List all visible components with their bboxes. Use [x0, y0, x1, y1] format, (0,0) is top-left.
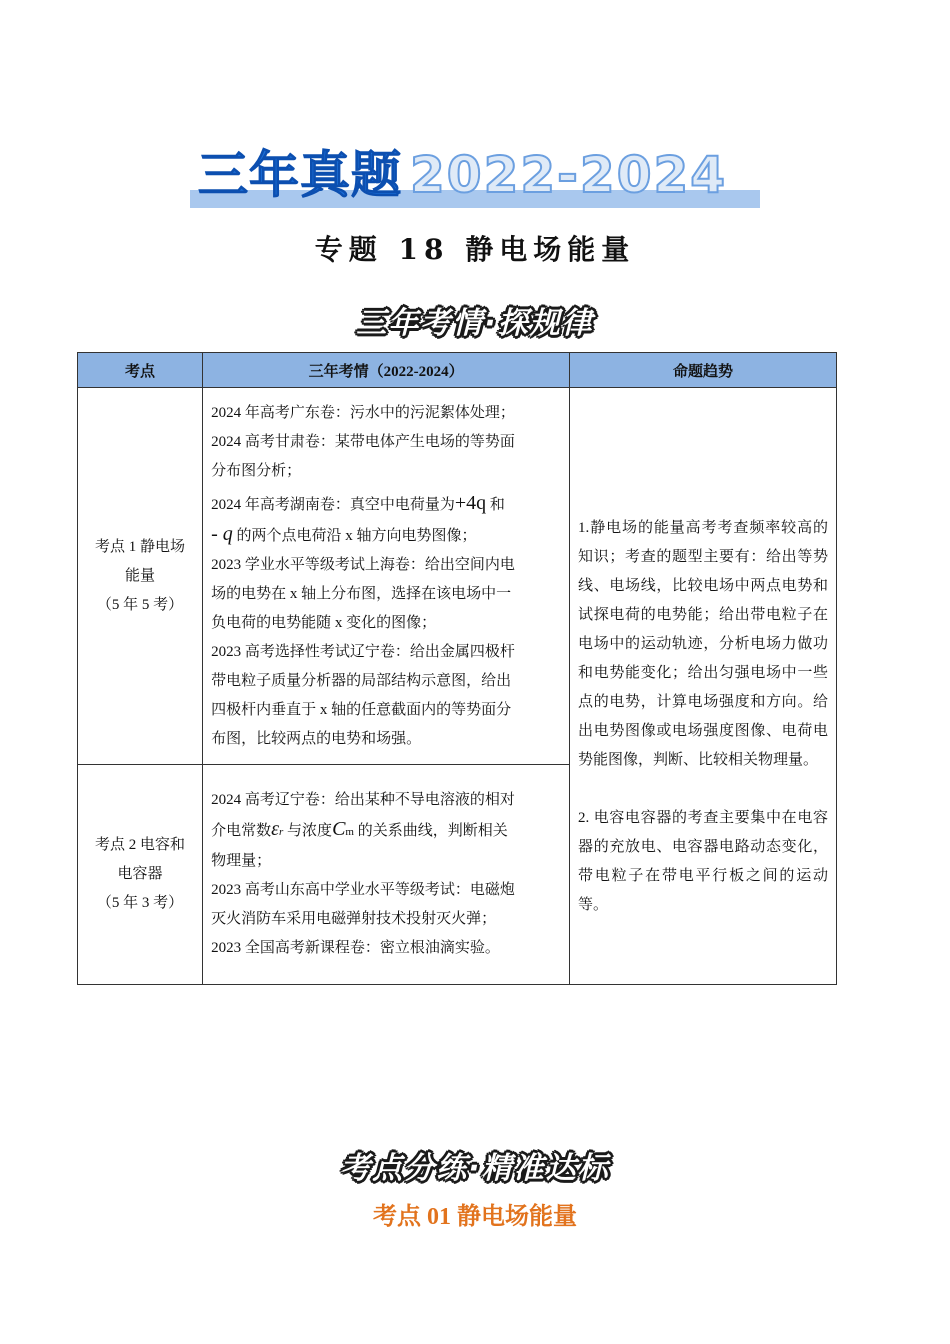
situation-line: 场的电势在 x 轴上分布图，选择在该电场中一	[211, 585, 512, 602]
situation-line	[211, 489, 561, 520]
symbol-c-subscript: m	[345, 826, 354, 838]
point-name-line2: 能量	[125, 567, 156, 584]
situation-text: 2024 年高考湖南卷：真空中电荷量为	[211, 496, 455, 513]
kaodian-title: 考点 01 静电场能量	[373, 1204, 577, 1230]
situation-line: 布图，比较两点的电势和场强。	[211, 730, 422, 747]
situation-line: 2023 全国高考新课程卷：密立根油滴实验。	[211, 940, 500, 956]
banner-title	[198, 146, 727, 204]
situation-line: 灭火消防车采用电磁弹射技术投射灭火弹；	[211, 911, 497, 927]
situation-line	[211, 815, 561, 847]
symbol-c: C	[332, 818, 346, 840]
situation-line: 2023 高考山东高中学业水平等级考试：电磁炮	[211, 882, 515, 898]
situation-text: 与浓度	[287, 823, 333, 839]
point-count: （5 年 5 考）	[96, 596, 184, 613]
symbol-epsilon: ε	[271, 818, 280, 840]
situation-line: 2024 年高考广东卷：污水中的污泥絮体处理；	[211, 404, 515, 421]
situation-line: 物理量；	[211, 853, 272, 869]
point-cell	[78, 388, 203, 765]
table-row	[78, 388, 837, 765]
exam-analysis-table	[77, 352, 837, 985]
symbol-epsilon-subscript: r	[279, 826, 284, 838]
situation-cell	[203, 765, 570, 985]
situation-line	[211, 520, 561, 551]
trend-paragraph-2: 2. 电容电容器的考查主要集中在电容器的充放电、电容器电路动态变化，带电粒子在带电平行板之间的运动等。	[578, 810, 828, 913]
section-badge-exam-analysis	[0, 298, 950, 342]
point-name-line2: 电容器	[117, 866, 163, 882]
section-badge-label: 三年考情·探规律	[356, 306, 594, 341]
point-name-line1: 考点 1 静电场	[95, 538, 186, 555]
banner	[190, 146, 760, 208]
situation-line: 2024 高考甘肃卷：某带电体产生电场的等势面	[211, 433, 515, 450]
header-cell-trend: 命题趋势	[570, 353, 837, 388]
trend-paragraph-1: 1.静电场的能量高考考查频率较高的知识；考查的题型主要有：给出等势线、电场线，比较电场中两点电势和试探电荷的电势能；给出带电粒子在电场中的运动轨迹，分析电场力做功和电势能变化；给出匀强电场中一些点的电势，计算电场强度和方向。给出电势图像或电场强度图像、电荷电势能图像，判断、比较相关物理量。	[578, 520, 828, 768]
point-cell	[78, 765, 203, 985]
topic-title: 专题 18 静电场能量	[314, 233, 636, 266]
point-name-line1: 考点 2 电容和	[95, 837, 186, 853]
charge-minus-q: - q	[211, 522, 233, 545]
table-header-row	[78, 353, 837, 388]
header-cell-situation: 三年考情（2022-2024）	[203, 353, 570, 388]
situation-text: 的关系曲线，判断相关	[357, 823, 508, 839]
situation-text: 的两个点电荷沿 x 轴方向电势图像；	[236, 527, 477, 544]
trend-cell	[570, 388, 837, 985]
section-badge-label: 考点分练·精准达标	[340, 1151, 610, 1186]
situation-line: 2023 高考选择性考试辽宁卷：给出金属四极杆	[211, 643, 515, 660]
header-cell-point: 考点	[78, 353, 203, 388]
charge-plus-4q: +4q	[454, 491, 487, 514]
situation-line: 负电荷的电势能随 x 变化的图像；	[211, 614, 437, 631]
situation-line: 带电粒子质量分析器的局部结构示意图，给出	[211, 672, 512, 689]
situation-line: 分布图分析；	[211, 462, 302, 479]
section-badge-practice	[0, 1143, 950, 1187]
situation-line: 2023 学业水平等级考试上海卷：给出空间内电	[211, 556, 515, 573]
banner-title-cn: 三年真题	[198, 146, 402, 204]
situation-text: 和	[489, 496, 505, 513]
situation-cell	[203, 388, 570, 765]
banner-title-years: 2022-2024	[410, 146, 728, 204]
situation-line: 2024 高考辽宁卷：给出某种不导电溶液的相对	[211, 792, 515, 808]
point-count: （5 年 3 考）	[96, 895, 184, 911]
situation-text: 介电常数	[211, 823, 272, 839]
situation-line: 四极杆内垂直于 x 轴的任意截面内的等势面分	[211, 701, 512, 718]
